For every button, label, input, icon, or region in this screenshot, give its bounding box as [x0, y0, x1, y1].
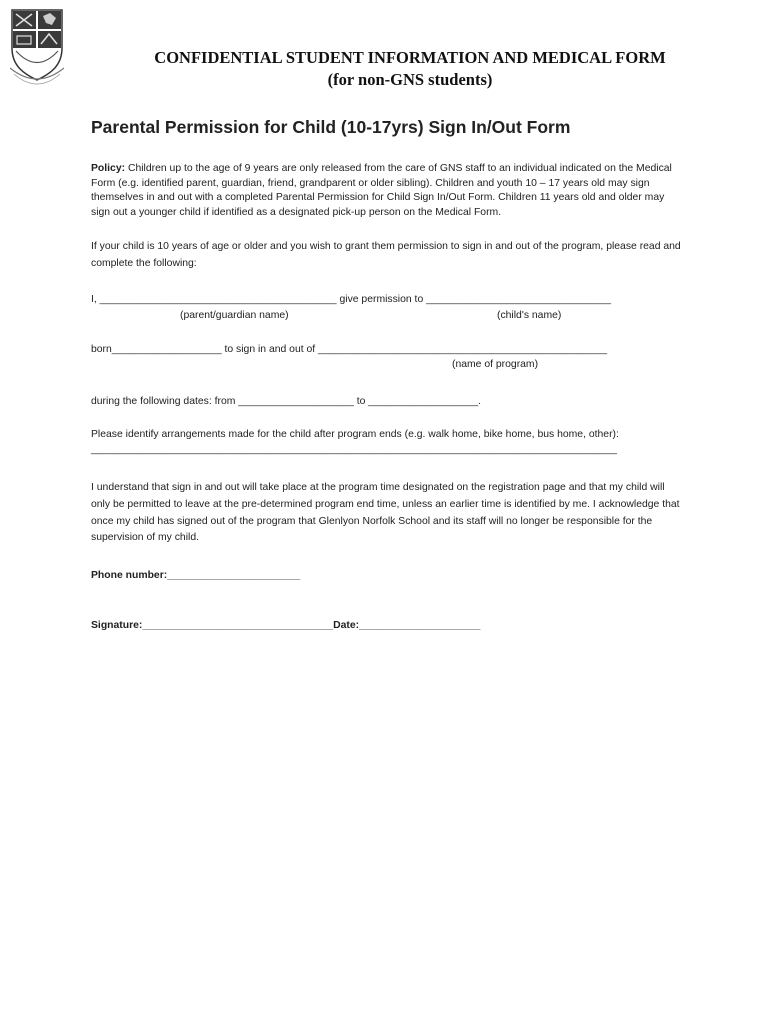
policy-line-4: sign out a younger child if identified as a designated pick-up person on the Medical Form. — [91, 206, 502, 218]
arrangements-question: Please identify arrangements made for the child after program ends (e.g. walk home, bike home, bus home, other): — [91, 429, 619, 440]
agreement-line-4: supervision of my child. — [91, 532, 199, 543]
form-header-title: CONFIDENTIAL STUDENT INFORMATION AND MEDICAL FORM — [154, 48, 666, 67]
intro-line-1: If your child is 10 years of age or older and you wish to grant them permission to sign in and out of the program, please read and — [91, 241, 681, 252]
agreement-line-3: once my child has signed out of the program that Glenlyon Norfolk School and its staff will no longer be responsible for the — [91, 516, 653, 527]
policy-line-3: themselves in and out with a completed Parental Permission for Child Sign In/Out Form. Children 11 years old and older may — [91, 192, 665, 203]
intro-line-2: complete the following: — [91, 258, 197, 269]
policy-label: Policy: — [91, 163, 126, 174]
agreement-line-2: only be permitted to leave at the pre-determined program end time, unless an earlier time is identified by me. I acknowledge that — [91, 499, 680, 510]
page-title: Parental Permission for Child (10-17yrs) Sign In/Out Form — [91, 117, 571, 137]
born-field-line[interactable]: born___________________ to sign in and out of __________________________________________________ — [91, 344, 608, 355]
phone-number-field[interactable]: Phone number:_______________________ — [91, 570, 301, 581]
dates-field-line[interactable]: during the following dates: from ____________________ to ___________________. — [91, 396, 481, 407]
arrangements-field-line[interactable]: ___________________________________________________________________________________________ — [91, 444, 617, 455]
policy-line-2: Form (e.g. identified parent, guardian, friend, grandparent or older sibling). Children and youth 10 – 17 years old may sign — [91, 177, 650, 189]
program-name-label: (name of program) — [452, 359, 539, 370]
signature-date-field[interactable]: Signature:_________________________________Date:_____________________ — [91, 620, 481, 631]
agreement-line-1: I understand that sign in and out will take place at the program time designated on the registration page and that my child will — [91, 482, 665, 493]
policy-line-1 — [91, 162, 672, 177]
policy-text-1: Children up to the age of 9 years are only released from the care of GNS staff to an individual indicated on the Medical — [125, 163, 672, 174]
form-header-subtitle: (for non-GNS students) — [327, 70, 493, 89]
parent-guardian-label: (parent/guardian name) — [180, 310, 289, 321]
child-name-label: (child's name) — [497, 310, 562, 321]
school-crest-icon — [10, 8, 64, 92]
permission-field-line[interactable]: I, _________________________________________ give permission to ________________________________ — [91, 294, 612, 305]
